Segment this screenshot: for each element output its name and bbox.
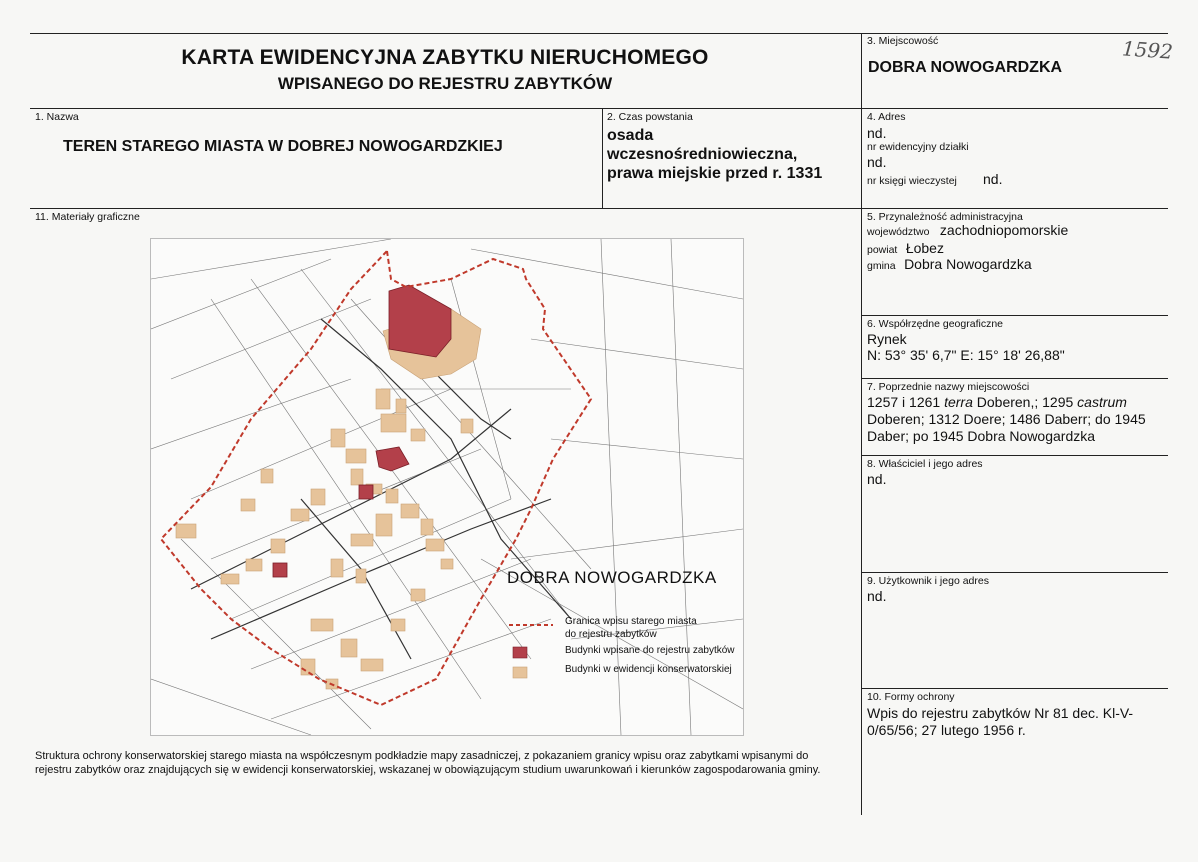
- card-subtitle: WPISANEGO DO REJESTRU ZABYTKÓW: [277, 74, 613, 93]
- field3-label: 3. Miejscowość: [867, 35, 939, 47]
- right-divider-6: [861, 315, 1168, 316]
- field11-label: 11. Materiały graficzne: [35, 211, 140, 223]
- field5-voivodeship-row: [867, 222, 1068, 240]
- field5-commune: Dobra Nowogardzka: [904, 256, 1032, 272]
- field2-line2: wczesnośredniowieczna,: [607, 146, 798, 163]
- main-vertical: [861, 33, 862, 815]
- field10-label: 10. Formy ochrony: [867, 691, 955, 703]
- field5-county: Łobez: [905, 240, 944, 256]
- field4-register-label: nr księgi wieczystej: [867, 175, 957, 187]
- field4-register: nd.: [983, 171, 1003, 187]
- field8-label: 8. Właściciel i jego adres: [867, 458, 983, 470]
- field5-commune-label: gmina: [867, 260, 896, 272]
- field2-label: 2. Czas powstania: [607, 111, 693, 123]
- field4-label: 4. Adres: [867, 111, 906, 123]
- field9-label: 9. Użytkownik i jego adres: [867, 575, 989, 587]
- field10-line2: 0/65/56; 27 lutego 1956 r.: [867, 722, 1026, 738]
- field2-line3: prawa miejskie przed r. 1331: [607, 165, 823, 182]
- evidence-buildings: [176, 309, 481, 689]
- field2-line1: osada: [607, 127, 654, 144]
- field4-parcel-label: nr ewidencyjny działki: [867, 141, 969, 153]
- field8-value: nd.: [867, 471, 887, 487]
- legend-evidence-swatch: [513, 667, 527, 678]
- right-divider-8: [861, 455, 1168, 456]
- field1-label: 1. Nazwa: [35, 111, 79, 123]
- field7-line2: Doberen; 1312 Doere; 1486 Daberr; do 1945: [867, 411, 1146, 427]
- legend-boundary-text1: Granica wpisu starego miasta: [565, 616, 697, 627]
- map-svg: [151, 239, 743, 735]
- field6-label: 6. Współrzędne geograficzne: [867, 318, 1003, 330]
- row-divider-1: [30, 108, 1168, 109]
- right-divider-9: [861, 572, 1168, 573]
- field7-label: 7. Poprzednie nazwy miejscowości: [867, 381, 1030, 393]
- map-caption-line1: Struktura ochrony konserwatorskiej starego miasta na współczesnym podkładzie mapy zasadniczej, z pokazaniem granicy wpisu oraz zabytkami wpisanymi do: [35, 750, 809, 762]
- protection-boundary: [161, 251, 591, 705]
- field10-line1: Wpis do rejestru zabytków Nr 81 dec. Kl-V-: [867, 705, 1134, 721]
- field5-voivodeship-label: województwo: [867, 226, 930, 238]
- stamp-number: 1592: [1121, 36, 1174, 64]
- right-divider-7: [861, 378, 1168, 379]
- legend-evidence-text: Budynki w ewidencji konserwatorskiej: [565, 664, 732, 675]
- field7-line1b: terra: [944, 394, 973, 410]
- map-caption-line2: rejestru zabytków oraz znajdujących się w ewidencji konserwatorskiej, wskazanej w obowiązującym studium uwarunkowań i kierunków zagospodarowania gminy.: [35, 764, 821, 776]
- field7-line1c: Doberen,; 1295: [972, 394, 1078, 410]
- field5-county-label: powiat: [867, 244, 898, 256]
- field5-label: 5. Przynależność administracyjna: [867, 211, 1023, 223]
- field1-value: TEREN STAREGO MIASTA W DOBREJ NOWOGARDZKIEJ: [63, 138, 503, 155]
- field6-coords: N: 53° 35' 6,7" E: 15° 18' 26,88": [867, 347, 1065, 363]
- card-title: KARTA EWIDENCYJNA ZABYTKU NIERUCHOMEGO: [181, 46, 709, 69]
- field6-place: Rynek: [867, 331, 907, 347]
- field2-vertical: [602, 108, 603, 208]
- row-divider-2: [30, 208, 1168, 209]
- legend-registered-text: Budynki wpisane do rejestru zabytków: [565, 645, 735, 656]
- field7-line1d: castrum: [1077, 394, 1127, 410]
- top-border: [30, 33, 1168, 34]
- legend-boundary-text2: do rejestru zabytków: [565, 629, 657, 640]
- map-town-label: DOBRA NOWOGARDZKA: [507, 568, 717, 587]
- field7-line3: Daber; po 1945 Dobra Nowogardzka: [867, 428, 1096, 444]
- field4-address: nd.: [867, 125, 887, 141]
- field9-value: nd.: [867, 588, 887, 604]
- right-divider-10: [861, 688, 1168, 689]
- field5-commune-row: [867, 256, 1032, 274]
- field3-value: DOBRA NOWOGARDZKA: [868, 59, 1063, 76]
- map-graphic: [150, 238, 744, 736]
- field4-parcel: nd.: [867, 154, 887, 170]
- field7-line1: [867, 393, 1127, 411]
- field7-line1a: 1257 i 1261: [867, 394, 945, 410]
- legend-registered-swatch: [513, 647, 527, 658]
- field5-voivodeship: zachodniopomorskie: [939, 222, 1069, 238]
